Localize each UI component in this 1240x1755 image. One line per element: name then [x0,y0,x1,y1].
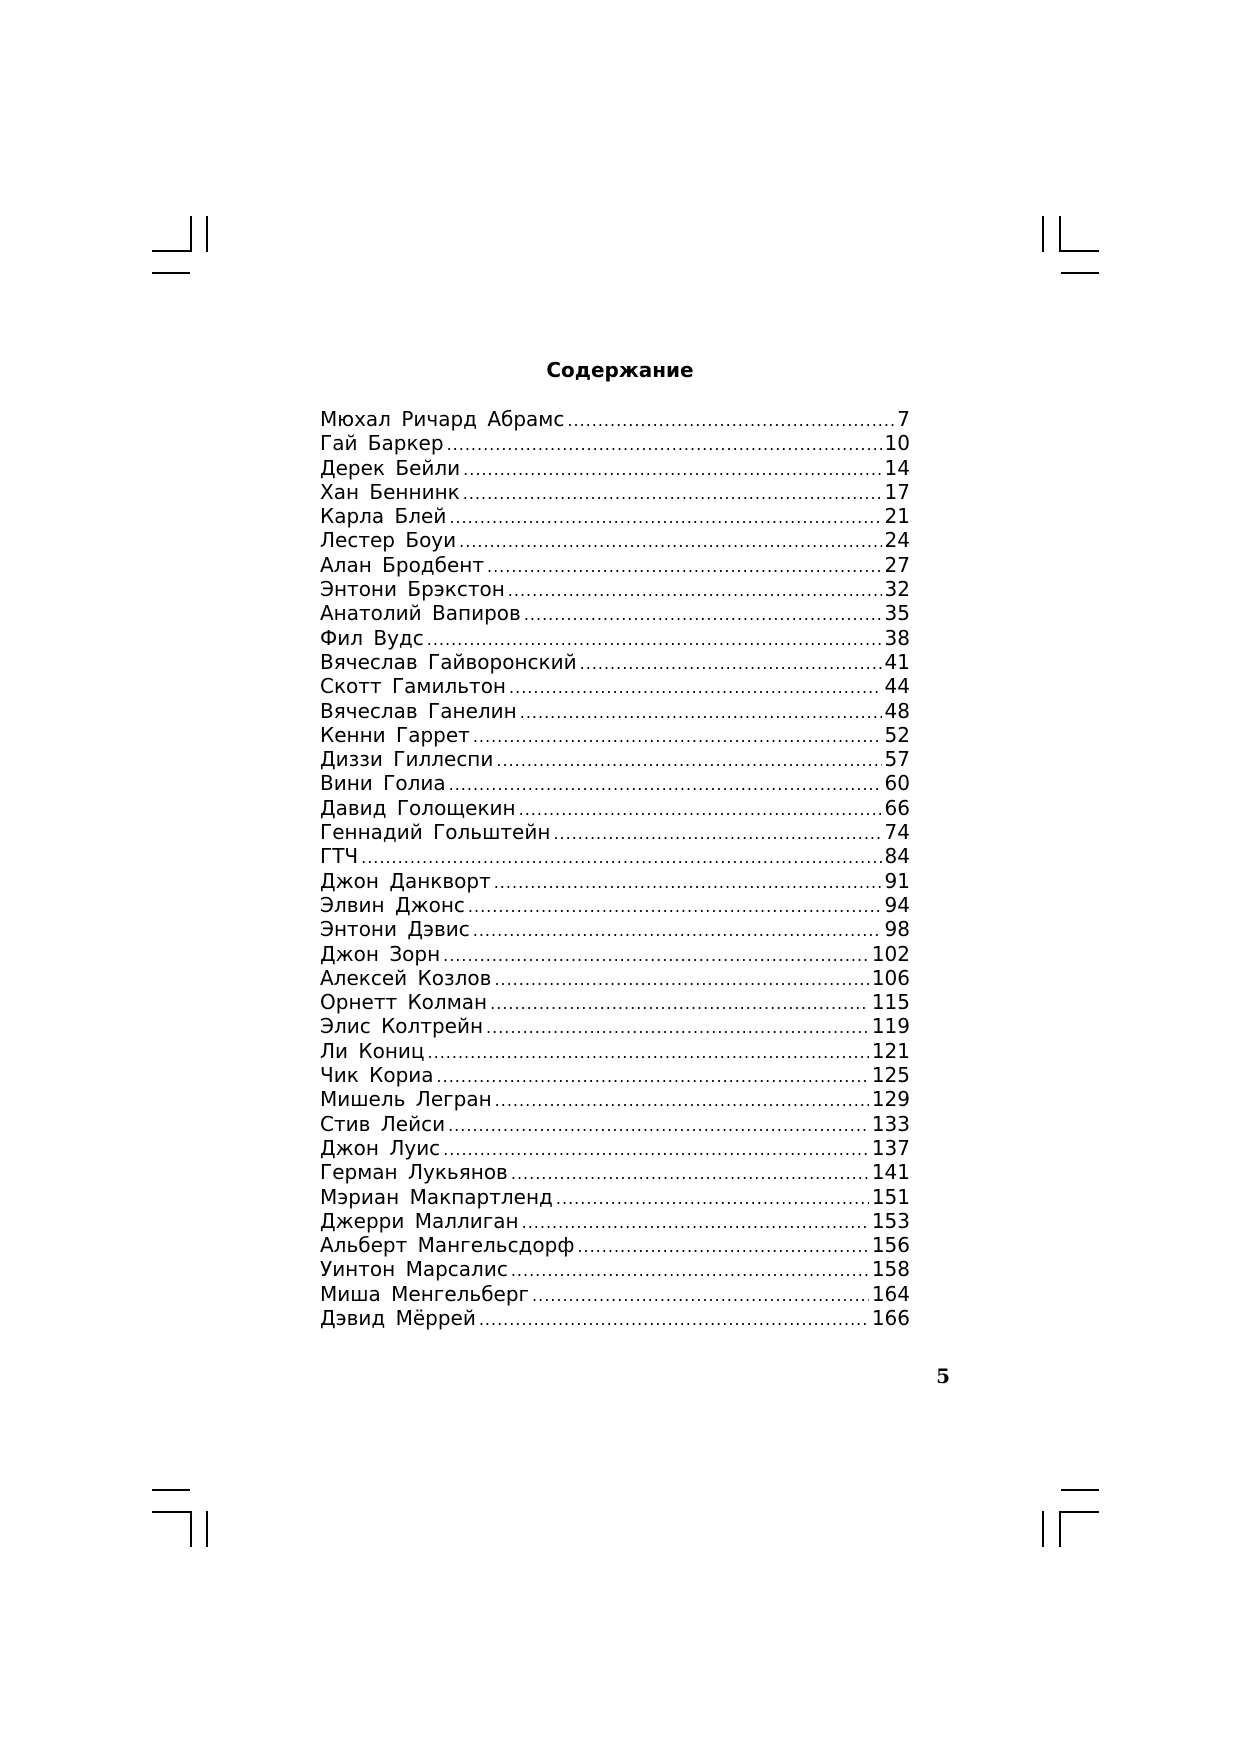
toc-entry-name: Вячеслав Гайворонский [320,649,577,674]
toc-dot-leader [532,1284,869,1308]
toc-entry-name: Анатолий Вапиров [320,601,521,626]
toc-entry [320,577,910,601]
toc-dot-leader [511,1162,869,1186]
toc-entry-page: 10 [884,431,910,456]
toc-entry [320,869,910,893]
toc-entry [320,796,910,820]
toc-entry-page: 151 [871,1184,910,1209]
toc-entry [320,1233,910,1257]
toc-entry-page: 137 [871,1135,910,1160]
toc-dot-leader [447,433,882,457]
toc-entry [320,480,910,504]
toc-entry-name: Мэриан Макпартленд [320,1184,553,1209]
toc-entry-page: 121 [871,1038,910,1063]
toc-entry-page: 119 [871,1014,910,1039]
toc-entry-page: 153 [871,1208,910,1233]
toc-entry-name: Алан Бродбент [320,552,484,577]
toc-entry-name: Алексей Козлов [320,965,492,990]
toc-dot-leader [567,409,894,433]
toc-entry-page: 35 [884,601,910,626]
toc-entry [320,893,910,917]
toc-dot-leader [427,628,882,652]
toc-entry-page: 27 [884,552,910,577]
toc-dot-leader [473,725,882,749]
toc-entry-name: Джон Данкворт [320,868,491,893]
toc-entry-name: Элвин Джонс [320,892,465,917]
toc-dot-leader [486,1016,869,1040]
toc-entry-name: Альберт Мангельсдорф [320,1233,575,1258]
toc-entry [320,650,910,674]
page-title: Содержание [546,358,694,382]
toc-entry [320,1014,910,1038]
toc-entry [320,1209,910,1233]
toc-entry [320,431,910,455]
table-of-contents [320,407,910,1330]
toc-entry [320,1185,910,1209]
toc-entry [320,1136,910,1160]
toc-entry-name: Скотт Гамильтон [320,674,507,699]
toc-entry-name: Ли Кониц [320,1038,425,1063]
toc-entry [320,820,910,844]
toc-entry-page: 133 [871,1111,910,1136]
toc-entry-name: Вячеслав Ганелин [320,698,517,723]
toc-entry-page: 48 [884,698,910,723]
toc-dot-leader [556,1187,869,1211]
toc-entry-name: Элис Колтрейн [320,1014,484,1039]
toc-dot-leader [577,1235,868,1259]
toc-entry-name: Кенни Гаррет [320,722,470,747]
toc-entry-name: Мишель Легран [320,1087,492,1112]
toc-entry-name: Энтони Дэвис [320,917,470,942]
toc-dot-leader [463,458,881,482]
toc-dot-leader [487,555,882,579]
toc-entry-name: Стив Лейси [320,1111,446,1136]
toc-entry-page: 60 [884,771,910,796]
toc-entry [320,407,910,431]
toc-dot-leader [524,603,882,627]
toc-entry-page: 74 [884,820,910,845]
toc-dot-leader [443,944,869,968]
toc-entry-page: 94 [884,892,910,917]
toc-entry-name: Лестер Боуи [320,528,457,553]
toc-entry-name: Орнетт Колман [320,990,488,1015]
toc-entry-name: Герман Лукьянов [320,1160,508,1185]
toc-entry [320,1063,910,1087]
toc-dot-leader [553,822,881,846]
toc-entry-name: Фил Вудс [320,625,424,650]
toc-dot-leader [473,919,882,943]
toc-dot-leader [449,773,882,797]
toc-entry [320,601,910,625]
toc-entry [320,553,910,577]
toc-entry-page: 24 [884,528,910,553]
toc-entry-name: Энтони Брэкстон [320,577,505,602]
toc-entry [320,723,910,747]
toc-dot-leader [428,1041,869,1065]
toc-entry [320,771,910,795]
toc-dot-leader [580,652,882,676]
toc-dot-leader [468,895,882,919]
toc-entry [320,1039,910,1063]
toc-entry-page: 14 [884,455,910,480]
toc-entry [320,1306,910,1330]
toc-dot-leader [449,506,881,530]
toc-entry-name: Джерри Маллиган [320,1208,519,1233]
toc-dot-leader [448,1114,869,1138]
toc-entry-page: 158 [871,1257,910,1282]
toc-dot-leader [361,846,881,870]
toc-entry-page: 7 [897,407,910,431]
toc-dot-leader [494,871,882,895]
toc-dot-leader [496,749,881,773]
toc-entry-name: Геннадий Гольштейн [320,820,551,845]
toc-entry-page: 52 [884,722,910,747]
toc-entry [320,942,910,966]
toc-entry-page: 38 [884,625,910,650]
toc-entry-page: 125 [871,1063,910,1088]
toc-entry-page: 115 [871,990,910,1015]
toc-entry [320,1112,910,1136]
toc-entry-page: 44 [884,674,910,699]
toc-entry-name: Чик Кориа [320,1063,434,1088]
toc-entry-name: ГТЧ [320,844,359,869]
toc-dot-leader [494,968,868,992]
toc-entry-name: Джон Зорн [320,941,441,966]
toc-entry-page: 98 [884,917,910,942]
toc-dot-leader [443,1138,869,1162]
toc-entry-name: Уинтон Марсалис [320,1257,508,1282]
toc-dot-leader [508,579,882,603]
toc-entry-page: 164 [871,1281,910,1306]
toc-entry-page: 21 [884,504,910,529]
toc-entry-name: Джон Луис [320,1135,441,1160]
toc-entry-name: Хан Беннинк [320,479,460,504]
toc-entry-name: Дэвид Мёррей [320,1305,476,1330]
toc-entry-name: Давид Голощекин [320,795,516,820]
toc-dot-leader [437,1065,869,1089]
toc-entry [320,528,910,552]
toc-entry-page: 166 [871,1305,910,1330]
toc-entry-page: 156 [871,1233,910,1258]
toc-entry-page: 41 [884,649,910,674]
toc-entry-name: Диззи Гиллеспи [320,747,494,772]
toc-entry [320,1257,910,1281]
toc-entry [320,1160,910,1184]
toc-dot-leader [509,676,882,700]
toc-dot-leader [463,482,882,506]
toc-entry [320,504,910,528]
toc-entry [320,626,910,650]
toc-entry-name: Миша Менгельберг [320,1281,530,1306]
toc-entry [320,990,910,1014]
toc-entry-page: 32 [884,577,910,602]
toc-entry [320,966,910,990]
toc-entry [320,456,910,480]
toc-entry [320,747,910,771]
toc-entry-name: Вини Голиа [320,771,446,796]
toc-entry-name: Карла Блей [320,504,447,529]
toc-entry-page: 141 [871,1160,910,1185]
toc-entry-page: 84 [884,844,910,869]
toc-dot-leader [479,1308,869,1332]
toc-entry-page: 106 [871,965,910,990]
toc-entry-name: Гай Баркер [320,431,444,456]
toc-entry [320,1282,910,1306]
toc-dot-leader [522,1211,869,1235]
toc-entry-name: Дерек Бейли [320,455,461,480]
toc-entry-name: Мюхал Ричард Абрамс [320,407,565,431]
toc-dot-leader [511,1259,869,1283]
toc-entry [320,699,910,723]
toc-entry [320,917,910,941]
toc-entry-page: 57 [884,747,910,772]
toc-dot-leader [519,798,882,822]
toc-dot-leader [459,530,881,554]
page-number: 5 [936,1364,950,1388]
toc-entry [320,844,910,868]
toc-entry-page: 102 [871,941,910,966]
toc-entry [320,674,910,698]
toc-entry-page: 129 [871,1087,910,1112]
toc-entry-page: 66 [884,795,910,820]
toc-entry [320,1087,910,1111]
toc-entry-page: 91 [884,868,910,893]
toc-dot-leader [520,701,882,725]
toc-dot-leader [490,992,869,1016]
toc-entry-page: 17 [884,479,910,504]
toc-dot-leader [495,1089,869,1113]
